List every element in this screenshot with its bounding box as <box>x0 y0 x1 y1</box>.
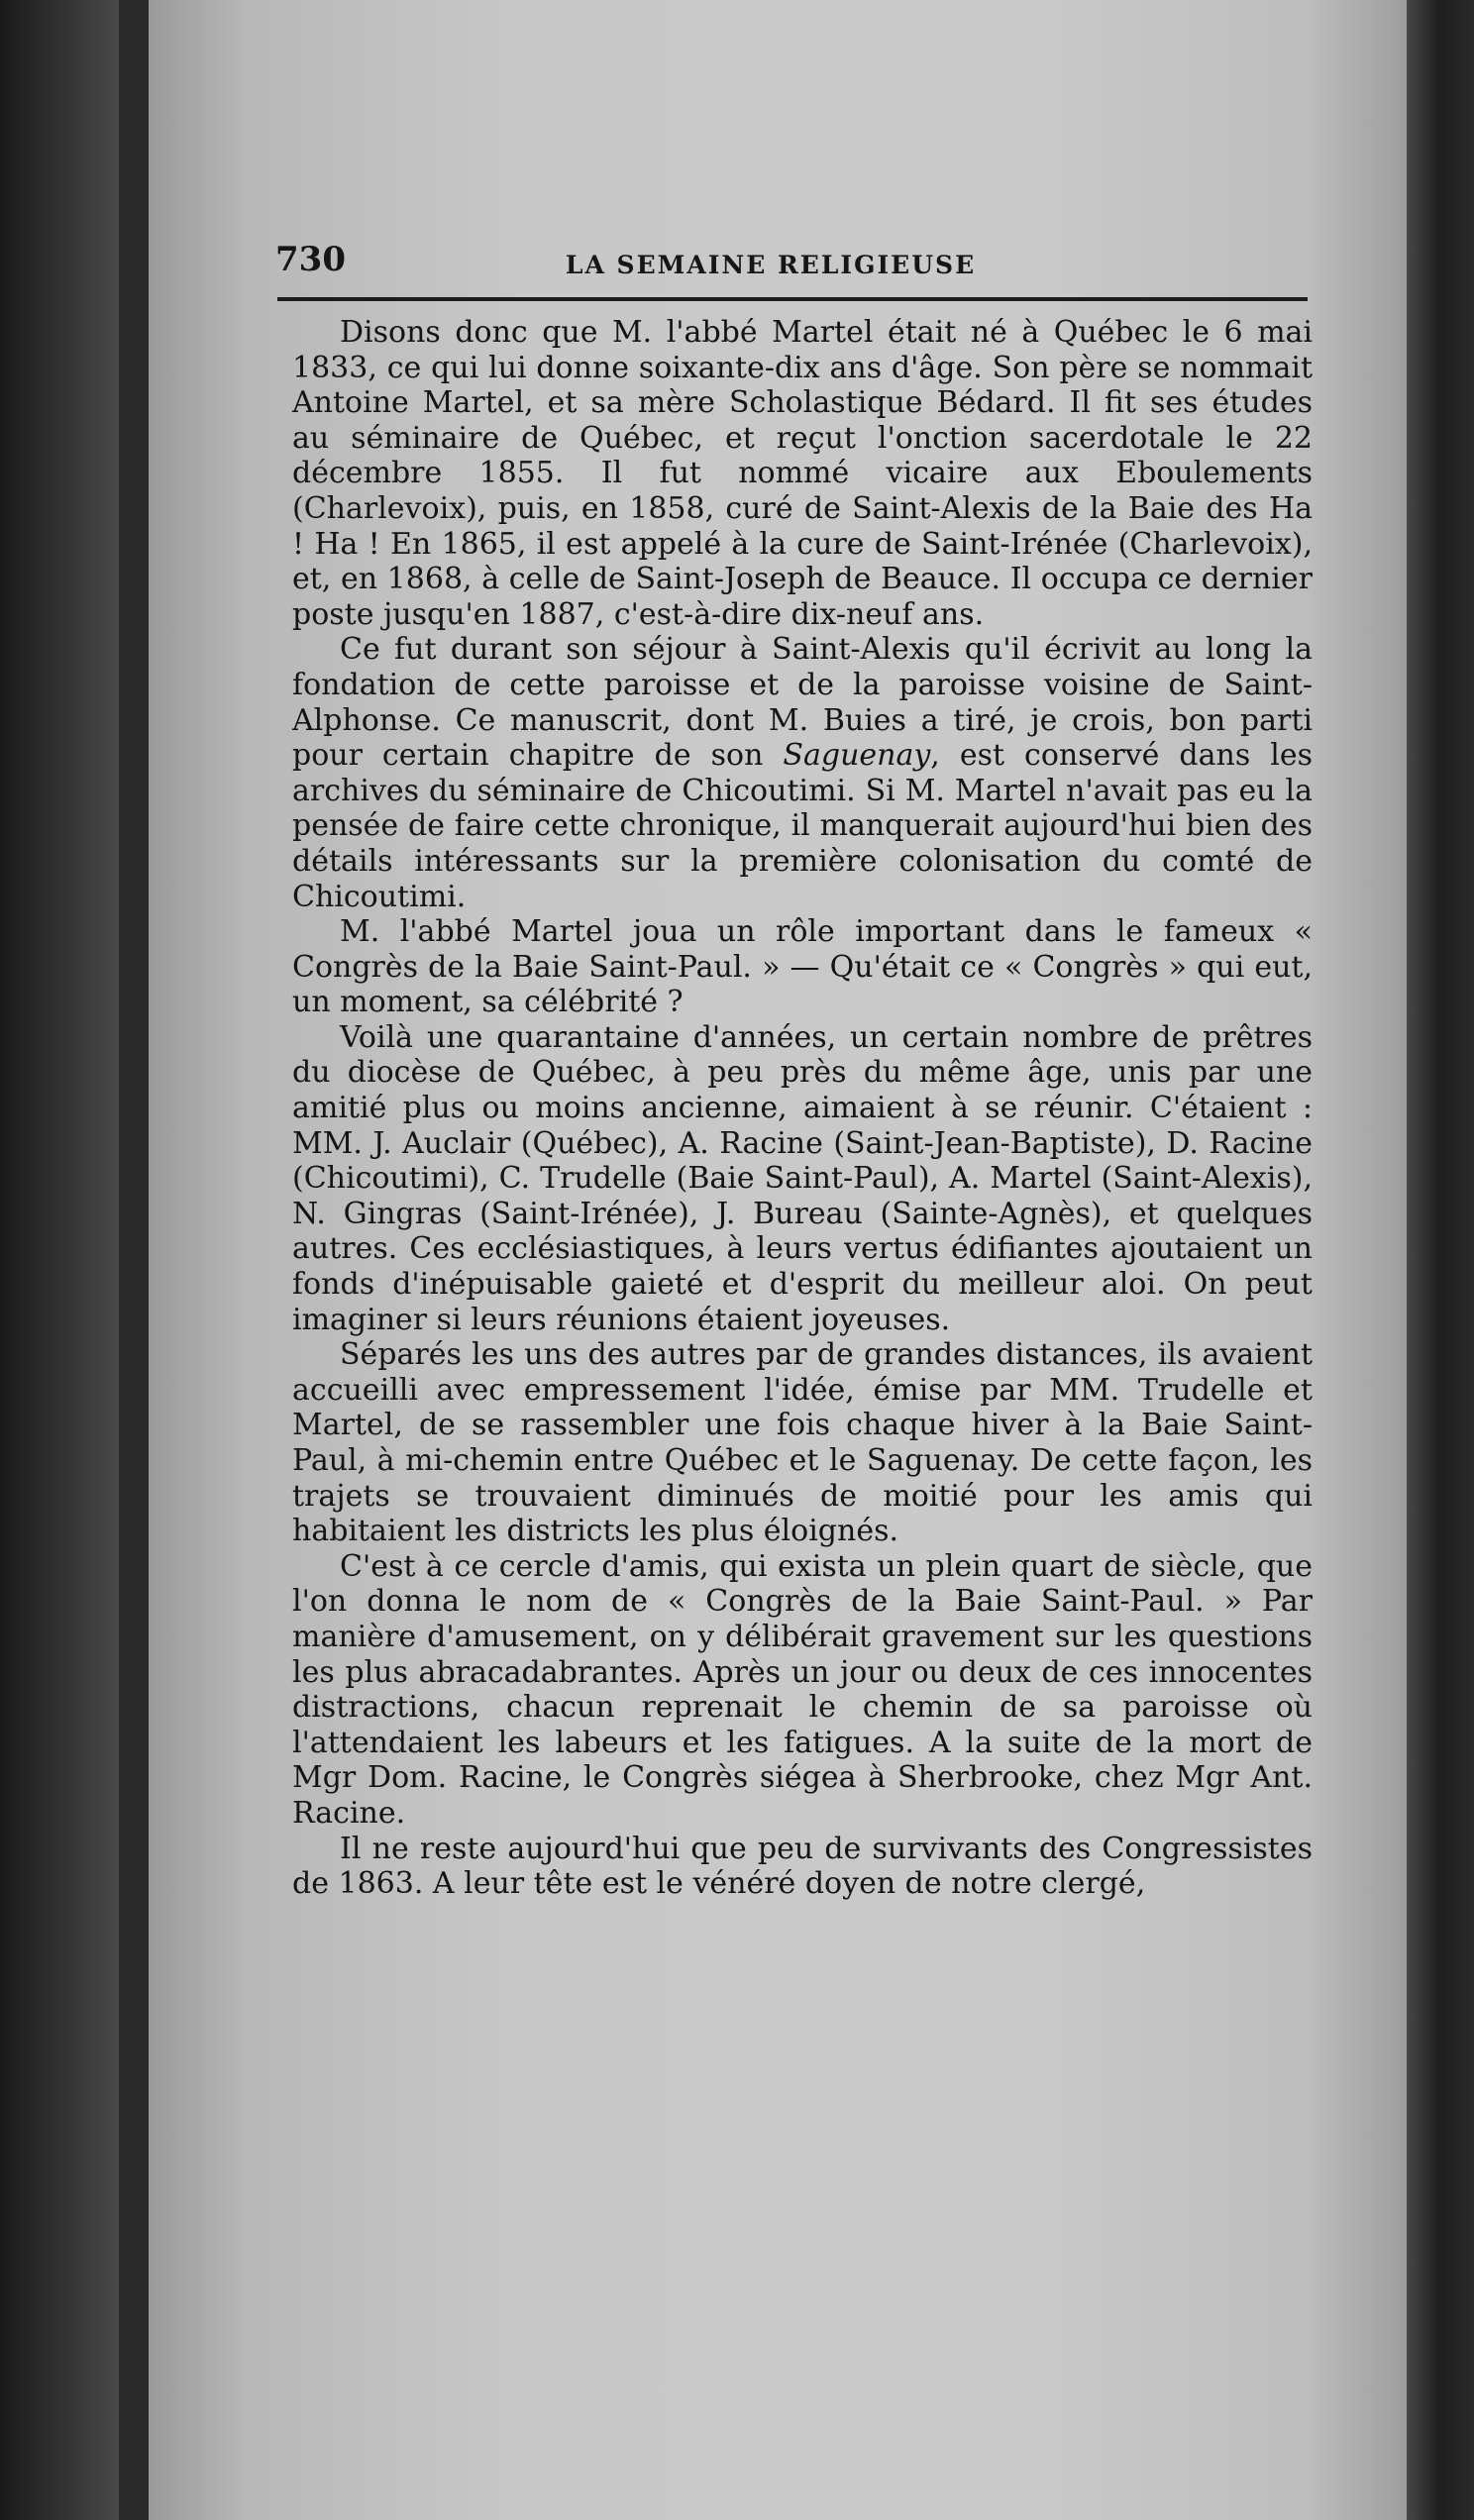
page-number: 730 <box>275 240 346 279</box>
scanned-page <box>149 0 1407 2520</box>
body-text <box>292 315 1313 1902</box>
paragraph: Voilà une quarantaine d'années, un certain nombre de prêtres du diocèse de Québec, à peu près du même âge, unis par une amitié plus ou moins ancienne, aimaient à se réunir. C'étaient : MM. J. Auclair (Québec), A. Racine (Saint-Jean-Baptiste), D. Racine (Chicoutimi), C. Trudelle (Baie Saint-Paul), A. Martel (Saint-Alexis), N. Gingras (Saint-Irénée), J. Bureau (Sainte-Agnès), et quelques autres. Ces ecclésiastiques, à leurs vertus édifiantes ajoutaient un fonds d'inépuisable gaieté et d'esprit du meilleur aloi. On peut imaginer si leurs réunions étaient joyeuses. <box>292 1019 1313 1337</box>
paragraph: Il ne reste aujourd'hui que peu de survivants des Congressistes de 1863. A leur tête est le vénéré doyen de notre clergé, <box>292 1831 1313 1902</box>
italic-title: Saguenay <box>783 738 931 774</box>
paragraph: Ce fut durant son séjour à Saint-Alexis qu'il écrivit au long la fondation de cette paroisse et de la paroisse voisine de Saint-Alphonse. Ce manuscrit, dont M. Buies a tiré, je crois, bon parti pour certain chapitre de son Saguenay, est conservé dans les archives du séminaire de Chicoutimi. Si M. Martel n'avait pas eu la pensée de faire cette chronique, il manquerait aujourd'hui bien des détails intéressants sur la première colonisation du comté de Chicoutimi. <box>292 632 1313 914</box>
paragraph: M. l'abbé Martel joua un rôle important dans le fameux « Congrès de la Baie Saint-Paul. » — Qu'était ce « Congrès » qui eut, un moment, sa célébrité ? <box>292 914 1313 1020</box>
running-head: LA SEMAINE RELIGIEUSE <box>565 251 977 279</box>
paragraph: C'est à ce cercle d'amis, qui exista un plein quart de siècle, que l'on donna le nom de « Congrès de la Baie Saint-Paul. » Par manière d'amusement, on y délibérait gravement sur les questions les plus abracadabrantes. Après un jour ou deux de ces innocentes distractions, chacun reprenait le chemin de sa paroisse où l'attendaient les labeurs et les fatigues. A la suite de la mort de Mgr Dom. Racine, le Congrès siégea à Sherbrooke, chez Mgr Ant. Racine. <box>292 1548 1313 1831</box>
film-border-right <box>1405 0 1474 2520</box>
paragraph: Séparés les uns des autres par de grandes distances, ils avaient accueilli avec empressement l'idée, émise par MM. Trudelle et Martel, de se rassembler une fois chaque hiver à la Baie Saint-Paul, à mi-chemin entre Québec et le Saguenay. De cette façon, les trajets se trouvaient diminués de moitié pour les amis qui habitaient les districts les plus éloignés. <box>292 1337 1313 1549</box>
header-rule <box>277 297 1308 301</box>
film-border-left <box>0 0 119 2520</box>
page-header <box>275 230 1306 279</box>
paragraph: Disons donc que M. l'abbé Martel était né à Québec le 6 mai 1833, ce qui lui donne soixante-dix ans d'âge. Son père se nommait Antoine Martel, et sa mère Scholastique Bédard. Il fit ses études au séminaire de Québec, et reçut l'onction sacerdotale le 22 décembre 1855. Il fut nommé vicaire aux Eboulements (Charlevoix), puis, en 1858, curé de Saint-Alexis de la Baie des Ha ! Ha ! En 1865, il est appelé à la cure de Saint-Irénée (Charlevoix), et, en 1868, à celle de Saint-Joseph de Beauce. Il occupa ce dernier poste jusqu'en 1887, c'est-à-dire dix-neuf ans. <box>292 315 1313 632</box>
